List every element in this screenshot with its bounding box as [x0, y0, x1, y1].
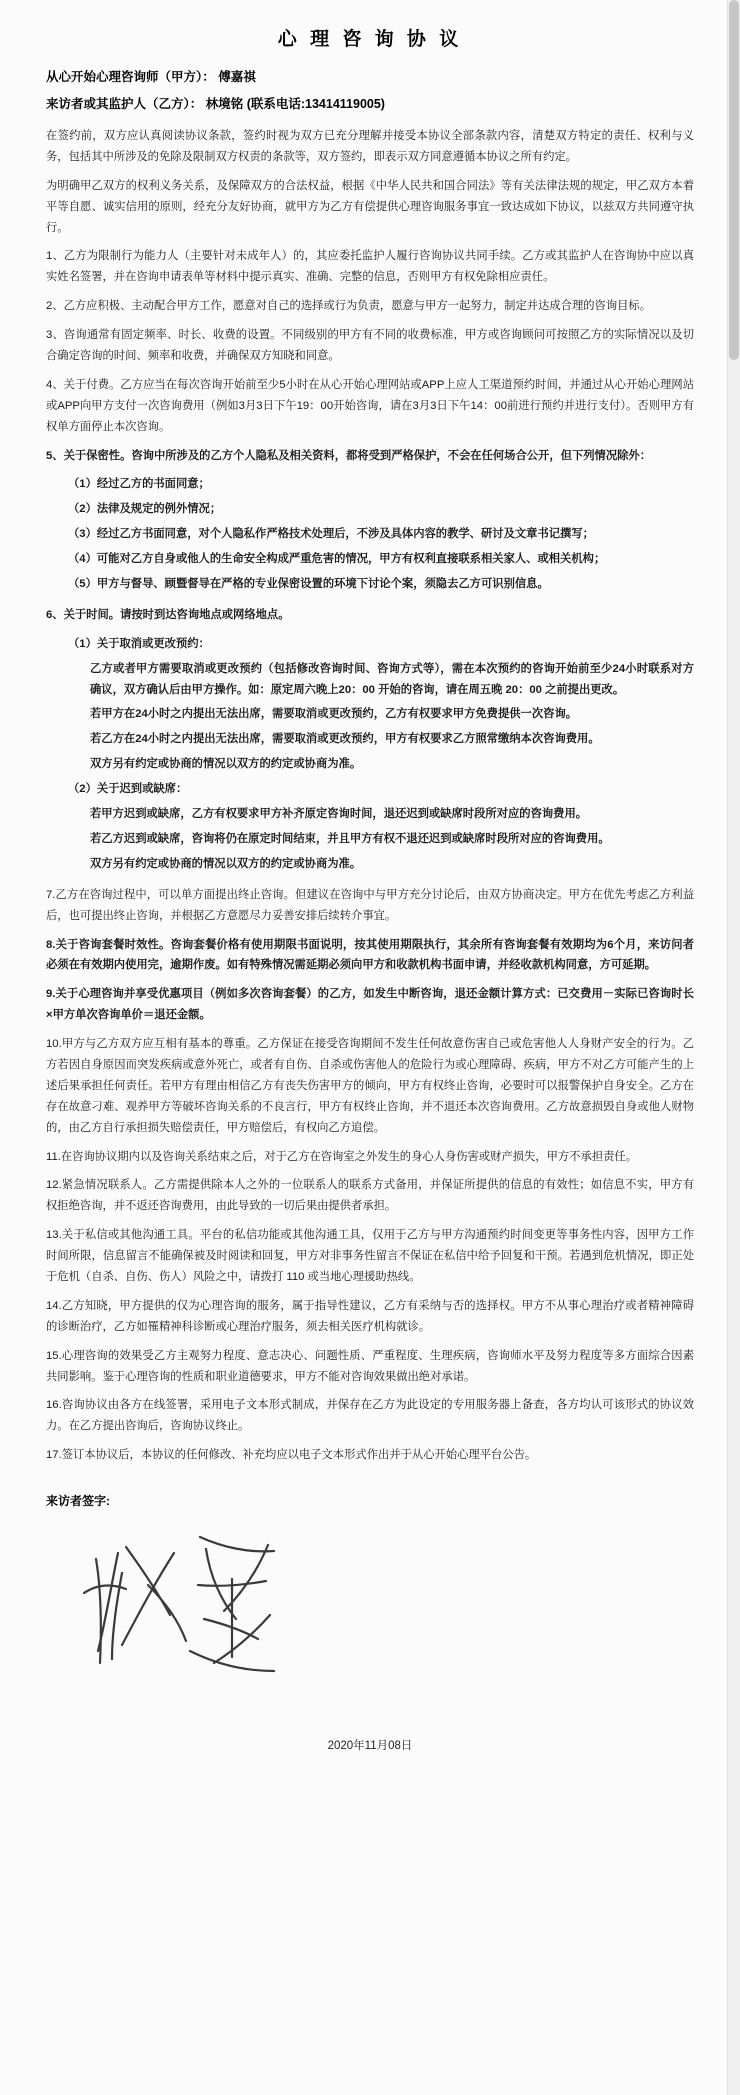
clause-6-sub2-item-2: 若乙方迟到或缺席，咨询将仍在原定时间结束，并且甲方有权不退还迟到或缺席时段所对应的咨询费用。: [90, 832, 610, 845]
clause-4: 4、关于付费。乙方应当在每次咨询开始前至少5小时在从心开始心理网站或APP上应人工渠道预约时间，并通过从心开始心理网站或APP向甲方支付一次咨询费用（例如3月3日下午19：00开始咨询，请在3月3日下午14：00前进行预约并进行支付）。否则甲方有权单方面停止本次咨询。: [46, 378, 694, 433]
signature-area: [46, 1509, 694, 1719]
clause-11: 11.在咨询协议期内以及咨询关系结束之后，对于乙方在咨询室之外发生的身心人身伤害或财产损失，甲方不承担责任。: [46, 1150, 638, 1163]
confidentiality-item-3: （3）经过乙方书面同意，对个人隐私作严格技术处理后，不涉及具体内容的教学、研讨及文章书记撰写；: [68, 528, 594, 541]
confidentiality-item-4: （4）可能对乙方自身或他人的生命安全构成严重危害的情况，甲方有权利直接联系相关家人、或相关机构；: [68, 553, 606, 566]
clause-10: 10.甲方与乙方双方应互相有基本的尊重。乙方保证在接受咨询期间不发生任何故意伤害自己或危害他人人身财产安全的行为。乙方若因自身原因而突发疾病或意外死亡，或者有自伤、自杀或伤害他人的危险行为或心理障碍、疾病，甲方不对乙方可能产生的上述后果承担任何责任。若甲方有理由相信乙方有丧失伤害甲方的倾向，甲方有权终止咨询，必要时可以报警保护自身安全。乙方在存在故意刁难、观养甲方等破坏咨询关系的不良言行，甲方有权终止咨询，并不退还本次咨询费用。乙方故意损毁自身或他人财物的，由乙方自行承担损失赔偿责任，甲方赔偿后，有权向乙方追偿。: [46, 1038, 694, 1134]
handwritten-signature: [82, 1523, 312, 1703]
clause-6-heading: 6、关于时间。请按时到达咨询地点或网络地点。: [46, 608, 290, 621]
preamble-paragraph-1: 在签约前，双方应认真阅读协议条款，签约时视为双方已充分理解并接受本协议全部条款内容，清楚双方特定的责任、权利与义务，包括其中所涉及的免除及限制双方权责的条款等，双方签约，即表示双方同意遵循本协议之所有约定。: [46, 130, 694, 163]
clause-5: 5、关于保密性。咨询中所涉及的乙方个人隐私及相关资料，都将受到严格保护，不会在任何场合公开，但下列情况除外：: [46, 449, 652, 462]
party-a-line: 从心开始心理咨询师（甲方）： 傅嘉祺: [46, 70, 256, 84]
clause-13: 13.关于私信或其他沟通工具。平台的私信功能或其他沟通工具，仅用于乙方与甲方沟通预约时间变更等事务性内容，因甲方工作时间所限，信息留言不能确保被及时阅读和回复，甲方对非事务性留言不保证在私信中给予回复和干预。若遇到危机情况，即正处于危机（自杀、自伤、伤人）风险之中，请拨打 110 或当地心理援助热线。: [46, 1229, 694, 1283]
clause-6-sub1-item-4: 双方另有约定或协商的情况以双方的约定或协商为准。: [90, 758, 362, 771]
clause-3: 3、咨询通常有固定频率、时长、收费的设置。不同级别的甲方有不同的收费标准，甲方或咨询顾问可按照乙方的实际情况以及切合确定咨询的时间、频率和收费，并确保双方知晓和同意。: [46, 329, 694, 363]
clause-8: 8.关于咨询套餐时效性。咨询套餐价格有使用期限书面说明，按其使用期限执行，其余所有咨询套餐有效期均为6个月，来访问者必须在有效期内使用完，逾期作废。如有特殊情况需延期必须向甲方和收款机构书面申请，并经收款机构同意，方可延期。: [46, 938, 694, 972]
clause-6-sub2-item-1: 若甲方迟到或缺席，乙方有权要求甲方补齐原定咨询时间，退还迟到或缺席时段所对应的咨询费用。: [90, 808, 588, 821]
clause-16: 16.咨询协议由各方在线签署，采用电子文本形式制成，并保存在乙方为此设定的专用服务器上备查，各方均认可该形式的协议效力。在乙方提出咨询后，咨询协议终止。: [46, 1399, 694, 1433]
signature-date: 2020年11月08日: [327, 1740, 413, 1753]
preamble-paragraph-2: 为明确甲乙双方的权利义务关系，及保障双方的合法权益，根据《中华人民共和国合同法》等有关法律法规的规定，甲乙双方本着平等自愿、诚实信用的原则，经充分友好协商，就甲方为乙方有偿提供心理咨询服务事宜一致达成如下协议，以兹双方共同遵守执行。: [46, 179, 694, 234]
clause-6-sub1-heading: （1）关于取消或更改预约：: [68, 637, 210, 650]
signature-label: 来访者签字:: [46, 1494, 110, 1509]
clause-17: 17.签订本协议后，本协议的任何修改、补充均应以电子文本形式作出并于从心开始心理平台公告。: [46, 1449, 537, 1462]
clause-1: 1、乙方为限制行为能力人（主要针对未成年人）的，其应委托监护人履行咨询协议共同手续。乙方或其监护人在咨询协中应以真实姓名签署，并在咨询申请表单等材料中提示真实、准确、完整的信息，否则甲方有权免除相应责任。: [46, 250, 694, 284]
clause-6-sub2-item-3: 双方另有约定或协商的情况以双方的约定或协商为准。: [90, 857, 362, 870]
confidentiality-item-1: （1）经过乙方的书面同意；: [68, 478, 210, 491]
confidentiality-item-5: （5）甲方与督导、顾暨督导在严格的专业保密设置的环境下讨论个案，须隐去乙方可识别信息。: [68, 578, 549, 591]
clause-6-sub1-item-3: 若乙方在24小时之内提出无法出席，需要取消或更改预约，甲方有权要求乙方照常缴纳本次咨询费用。: [90, 733, 600, 746]
clause-9: 9.关于心理咨询并享受优惠项目（例如多次咨询套餐）的乙方，如发生中断咨询，退还金额计算方式：已交费用－实际已咨询时长×甲方单次咨询单价＝退还金额。: [46, 988, 694, 1022]
clause-6-sub1-item-1: 乙方或者甲方需要取消或更改预约（包括修改咨询时间、咨询方式等），需在本次预约的咨询开始前至少24小时联系对方确议，双方确认后由甲方操作。如：原定周六晚上20：00 开始的咨询，请在周五晚 20：00 之前提出更改。: [90, 662, 694, 696]
clause-15: 15.心理咨询的效果受乙方主观努力程度、意志决心、问题性质、严重程度、生理疾病，咨询师水平及努力程度等多方面综合因素共同影响。鉴于心理咨询的性质和职业道德要求，甲方不能对咨询效果做出绝对承诺。: [46, 1349, 694, 1383]
scrollbar-thumb[interactable]: [729, 0, 739, 360]
page-title: 心 理 咨 询 协 议: [277, 29, 463, 50]
clause-6-sub1-item-2: 若甲方在24小时之内提出无法出席，需要取消或更改预约，乙方有权要求甲方免费提供一次咨询。: [90, 708, 578, 721]
clause-2: 2、乙方应积极、主动配合甲方工作，愿意对自己的选择或行为负责，愿意与甲方一起努力，制定并达成合理的咨询目标。: [46, 300, 652, 313]
clause-14: 14.乙方知晓，甲方提供的仅为心理咨询的服务，属于指导性建议，乙方有采纳与否的选择权。甲方不从事心理治疗或者精神障碍的诊断治疗，乙方如罹精神科诊断或心理治疗服务，须去相关医疗机构就诊。: [46, 1299, 694, 1333]
scrollbar[interactable]: [727, 0, 740, 2095]
party-b-line: 来访者或其监护人（乙方）： 林境铭 (联系电话:13414119005): [46, 97, 385, 111]
clause-12: 12.紧急情况联系人。乙方需提供除本人之外的一位联系人的联系方式备用，并保证所提供的信息的有效性；如信息不实，甲方有权拒绝咨询，并不返还咨询费用，由此导致的一切后果由提供者承担。: [46, 1179, 694, 1213]
clause-6-sub2-heading: （2）关于迟到或缺席：: [68, 783, 188, 796]
clause-7: 7.乙方在咨询过程中，可以单方面提出终止咨询。但建议在咨询中与甲方充分讨论后，由双方协商决定。甲方在优先考虑乙方利益后，也可提出终止咨询，并根据乙方意愿尽力妥善安排后续转介事宜。: [46, 888, 694, 922]
confidentiality-item-2: （2）法律及规定的例外情况；: [68, 503, 222, 516]
